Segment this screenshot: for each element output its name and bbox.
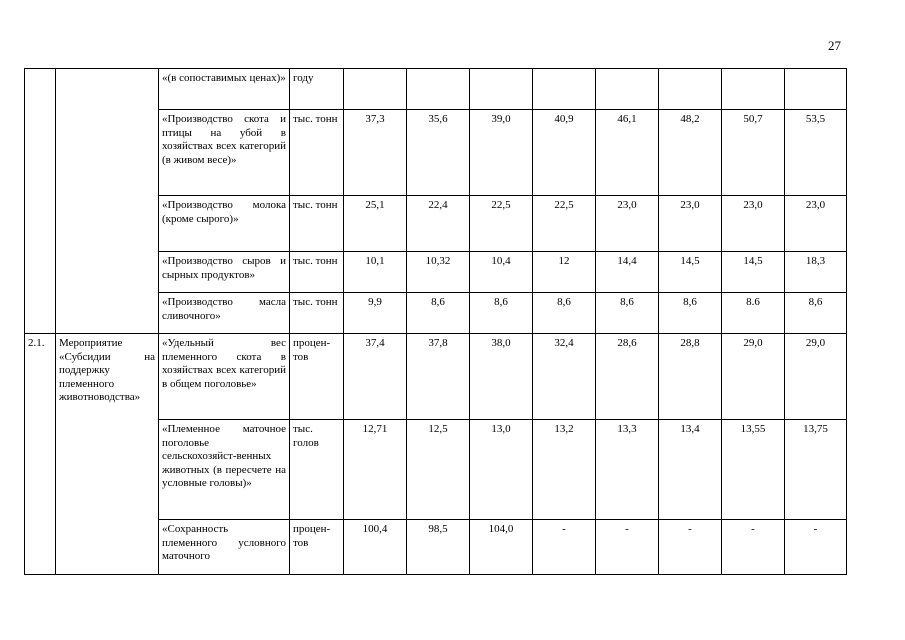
unit-cell: тыс. тонн xyxy=(290,110,344,196)
value-cell: 53,5 xyxy=(785,110,847,196)
value-cell xyxy=(785,69,847,110)
value-cell: 46,1 xyxy=(596,110,659,196)
indicator-cell: «Удельный вес племенного скота в хозяйствах всех категорий в общем поголовье» xyxy=(159,334,290,420)
value-cell: 37,8 xyxy=(407,334,470,420)
value-cell: 100,4 xyxy=(344,520,407,575)
value-cell: 13,0 xyxy=(470,420,533,520)
value-cell: 32,4 xyxy=(533,334,596,420)
value-cell: 14,5 xyxy=(722,252,785,293)
indicator-cell: «Производство скота и птицы на убой в хозяйствах всех категорий (в живом весе)» xyxy=(159,110,290,196)
value-cell: 14,5 xyxy=(659,252,722,293)
value-cell: - xyxy=(596,520,659,575)
indicator-cell: «Производство молока (кроме сырого)» xyxy=(159,196,290,252)
value-cell: 12,71 xyxy=(344,420,407,520)
unit-cell: процен-тов xyxy=(290,334,344,420)
value-cell: 18,3 xyxy=(785,252,847,293)
value-cell: 10,4 xyxy=(470,252,533,293)
value-cell xyxy=(722,69,785,110)
value-cell: 29,0 xyxy=(722,334,785,420)
indicator-cell: «(в сопоставимых ценах)» xyxy=(159,69,290,110)
value-cell: 40,9 xyxy=(533,110,596,196)
value-cell: 23,0 xyxy=(659,196,722,252)
unit-cell: тыс. тонн xyxy=(290,196,344,252)
value-cell: 48,2 xyxy=(659,110,722,196)
number-cell-empty xyxy=(25,69,56,334)
value-cell: 13,4 xyxy=(659,420,722,520)
value-cell: 8,6 xyxy=(596,293,659,334)
value-cell: - xyxy=(533,520,596,575)
value-cell: 14,4 xyxy=(596,252,659,293)
unit-cell: году xyxy=(290,69,344,110)
value-cell: 13,3 xyxy=(596,420,659,520)
value-cell xyxy=(470,69,533,110)
value-cell: 104,0 xyxy=(470,520,533,575)
indicator-cell: «Производство масла сливочного» xyxy=(159,293,290,334)
value-cell: 8,6 xyxy=(533,293,596,334)
section-measure-cell: Мероприятие «Субсидии на поддержку племенного животноводства» xyxy=(56,334,159,575)
measure-cell-empty xyxy=(56,69,159,334)
value-cell xyxy=(596,69,659,110)
indicators-table xyxy=(24,68,847,575)
value-cell: 38,0 xyxy=(470,334,533,420)
value-cell xyxy=(533,69,596,110)
value-cell: 28,6 xyxy=(596,334,659,420)
value-cell: 23,0 xyxy=(596,196,659,252)
value-cell: 8,6 xyxy=(470,293,533,334)
value-cell: 29,0 xyxy=(785,334,847,420)
value-cell: 39,0 xyxy=(470,110,533,196)
unit-cell: тыс. тонн xyxy=(290,293,344,334)
value-cell: 12 xyxy=(533,252,596,293)
value-cell: 8.6 xyxy=(722,293,785,334)
value-cell: 22,5 xyxy=(470,196,533,252)
value-cell xyxy=(407,69,470,110)
indicator-cell: «Племенное маточное поголовье сельскохозяйст-венных животных (в пересчете на условные головы)» xyxy=(159,420,290,520)
value-cell: 37,3 xyxy=(344,110,407,196)
value-cell: 8,6 xyxy=(407,293,470,334)
value-cell: - xyxy=(659,520,722,575)
unit-cell: тыс. голов xyxy=(290,420,344,520)
value-cell: 12,5 xyxy=(407,420,470,520)
value-cell: 22,4 xyxy=(407,196,470,252)
value-cell xyxy=(344,69,407,110)
value-cell: 98,5 xyxy=(407,520,470,575)
value-cell: 23,0 xyxy=(722,196,785,252)
value-cell xyxy=(659,69,722,110)
table-row xyxy=(25,334,847,420)
table-row xyxy=(25,69,847,110)
unit-cell: тыс. тонн xyxy=(290,252,344,293)
value-cell: 25,1 xyxy=(344,196,407,252)
value-cell: 28,8 xyxy=(659,334,722,420)
value-cell: 23,0 xyxy=(785,196,847,252)
section-number-cell: 2.1. xyxy=(25,334,56,575)
value-cell: 10,32 xyxy=(407,252,470,293)
indicator-cell: «Производство сыров и сырных продуктов» xyxy=(159,252,290,293)
unit-cell: процен-тов xyxy=(290,520,344,575)
indicator-cell: «Сохранность племенного условного маточного xyxy=(159,520,290,575)
value-cell: - xyxy=(722,520,785,575)
value-cell: 22,5 xyxy=(533,196,596,252)
value-cell: 10,1 xyxy=(344,252,407,293)
value-cell: 13,75 xyxy=(785,420,847,520)
page-number: 27 xyxy=(828,38,841,53)
value-cell: 8,6 xyxy=(659,293,722,334)
value-cell: - xyxy=(785,520,847,575)
value-cell: 8,6 xyxy=(785,293,847,334)
value-cell: 13,2 xyxy=(533,420,596,520)
value-cell: 9,9 xyxy=(344,293,407,334)
value-cell: 50,7 xyxy=(722,110,785,196)
value-cell: 35,6 xyxy=(407,110,470,196)
value-cell: 13,55 xyxy=(722,420,785,520)
value-cell: 37,4 xyxy=(344,334,407,420)
